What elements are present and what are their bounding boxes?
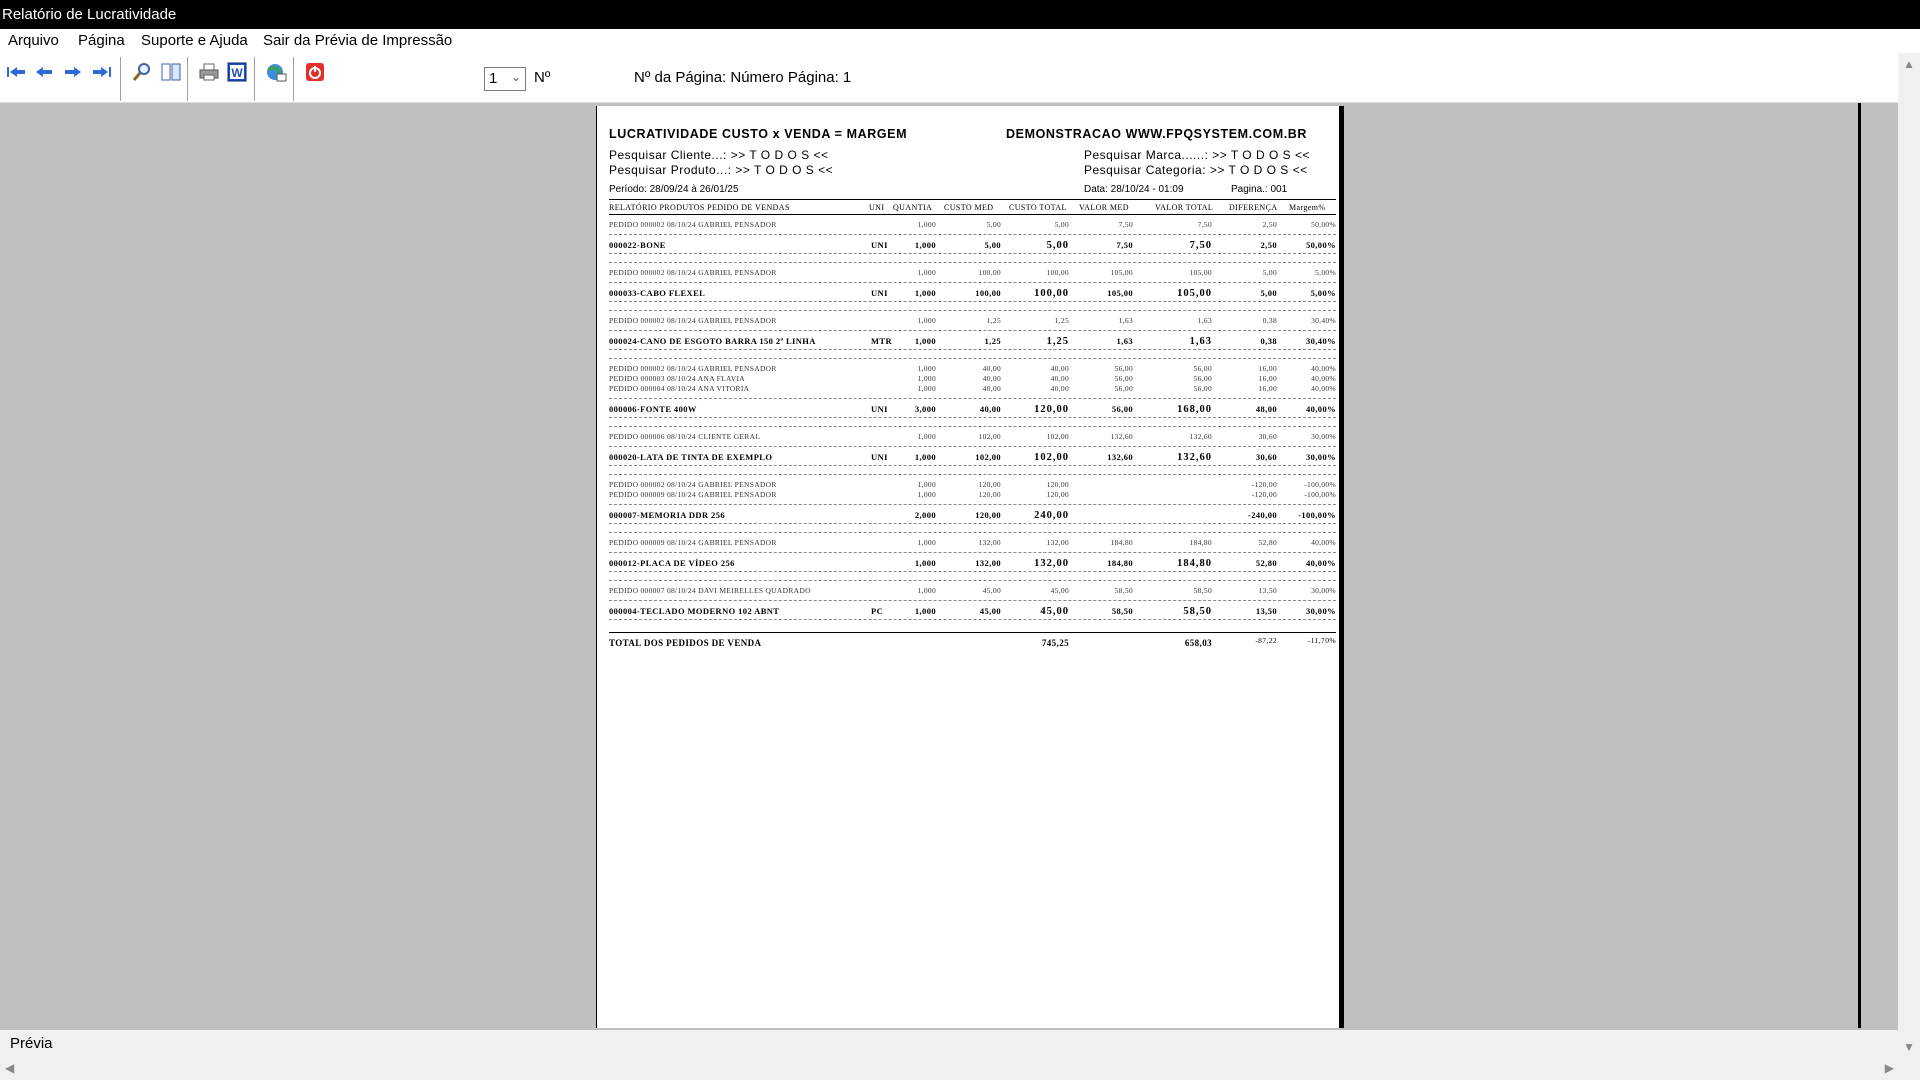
filter-cliente: Pesquisar Cliente...: >> T O D O S << [609,148,829,162]
column-header-valor-total: VALOR TOTAL [1155,203,1214,212]
cell-description: PEDIDO 000002 08/10/24 GABRIEL PENSADOR [609,316,777,325]
cell-difference: 0,38 [1262,316,1277,325]
cell-total-price: 56,00 [1193,374,1212,383]
total-row [609,638,1336,648]
row-separator [609,330,1336,331]
first-page-icon[interactable] [5,61,27,83]
filter-marca: Pesquisar Marca......: >> T O D O S << [1084,148,1310,162]
row-separator [609,580,1336,581]
cell-quantity: 1,000 [917,316,936,325]
report-date: Data: 28/10/24 - 01:09 [1084,184,1184,195]
cell-unit-cost: 45,00 [979,606,1001,616]
cell-total-price: 132,60 [1189,432,1212,441]
row-separator [609,398,1336,399]
cell-total-cost: 132,00 [1046,538,1069,547]
cell-margin: -100,00% [1304,480,1336,489]
cell-unit-cost: 5,00 [984,240,1001,250]
cell-quantity: 1,000 [917,586,936,595]
cell-margin: 50,00% [1311,220,1336,229]
product-row [609,510,1336,520]
window-title: Relatório de Lucratividade [2,6,177,23]
cell-unit: UNI [871,404,888,414]
next-page-icon[interactable] [62,61,84,83]
cell-quantity: 1,000 [917,364,936,373]
cell-quantity: 3,000 [914,404,936,414]
cell-description: 000004-TECLADO MODERNO 102 ABNT [609,606,780,616]
row-separator [609,523,1336,524]
previous-page-icon[interactable] [33,61,55,83]
cell-margin: -100,00% [1298,510,1336,520]
row-separator [609,532,1336,533]
cell-total-price: 168,00 [1177,404,1212,415]
zoom-icon[interactable] [131,61,153,83]
column-header-custo-med: CUSTO MED [944,203,994,212]
cell-total-cost: 5,00 [1054,220,1069,229]
cell-total-price: 7,50 [1197,220,1212,229]
page-number-value: 1 [489,70,498,87]
cell-description: PEDIDO 000002 08/10/24 GABRIEL PENSADOR [609,268,777,277]
filter-categoria: Pesquisar Categoria: >> T O D O S << [1084,163,1308,177]
cell-unit-price: 56,00 [1114,384,1133,393]
cell-difference: 52,80 [1255,558,1277,568]
last-page-icon[interactable] [91,61,113,83]
column-header-quantia: QUANTIA [893,203,933,212]
row-separator [609,301,1336,302]
menu-pagina[interactable]: Página [78,32,125,49]
cell-total-price: 56,00 [1193,364,1212,373]
column-header-uni: UNI [869,203,885,212]
cell-description: 000033-CABO FLEXEL [609,288,706,298]
cell-total-cost: 120,00 [1046,490,1069,499]
order-row [609,364,1336,374]
row-separator [609,619,1336,620]
product-row [609,558,1336,568]
report-site: DEMONSTRACAO WWW.FPQSYSTEM.COM.BR [1006,127,1308,141]
cell-difference: 5,00 [1262,268,1277,277]
cell-description: PEDIDO 000004 08/10/24 ANA VITORIA [609,384,750,393]
cell-unit: MTR [871,336,893,346]
cell-margin: 30,00% [1305,452,1336,462]
toolbar-separator [120,57,121,101]
report-page [596,106,1344,1028]
cell-unit-cost: 120,00 [978,490,1001,499]
order-row [609,220,1336,230]
total-margin: -11,70% [1307,636,1336,645]
row-separator [609,253,1336,254]
cell-unit-cost: 120,00 [978,480,1001,489]
cell-unit-cost: 45,00 [982,586,1001,595]
cell-unit: PC [871,606,884,616]
product-row [609,404,1336,414]
cell-total-price: 132,60 [1177,452,1212,463]
menu-bar [0,29,1920,53]
cell-difference: 5,00 [1260,288,1277,298]
cell-difference: 52,80 [1258,538,1277,547]
cell-total-cost: 240,00 [1034,510,1069,521]
svg-text:W: W [231,66,243,80]
cell-unit-price: 58,50 [1111,606,1133,616]
cell-unit-price: 105,00 [1107,288,1133,298]
row-separator [609,504,1336,505]
chevron-down-icon: ⌄ [510,70,521,84]
cell-difference: 2,50 [1262,220,1277,229]
cell-difference: -120,00 [1251,480,1277,489]
cell-unit-price: 7,50 [1116,240,1133,250]
cell-total-cost: 1,25 [1046,336,1069,347]
cell-difference: -120,00 [1251,490,1277,499]
cell-quantity: 1,000 [917,220,936,229]
cell-difference: 13,50 [1258,586,1277,595]
cell-unit-price: 184,80 [1107,558,1133,568]
scroll-down-icon[interactable]: ▼ [1903,1040,1915,1054]
order-row [609,268,1336,278]
product-row [609,606,1336,616]
cell-description: 000012-PLACA DE VÍDEO 256 [609,558,735,568]
cell-total-cost: 132,00 [1034,558,1069,569]
cell-unit-price: 56,00 [1111,404,1133,414]
cell-margin: 30,40% [1311,316,1336,325]
cell-difference: -240,00 [1247,510,1277,520]
preview-right-border [1858,103,1898,1028]
cell-description: PEDIDO 000002 08/10/24 GABRIEL PENSADOR [609,480,777,489]
scroll-right-icon[interactable]: ▶ [1884,1061,1894,1075]
cell-quantity: 1,000 [914,606,936,616]
order-row [609,374,1336,384]
menu-arquivo[interactable]: Arquivo [8,32,59,49]
status-text: Prévia [10,1035,53,1052]
cell-quantity: 1,000 [917,268,936,277]
row-separator [609,465,1336,466]
cell-unit-cost: 120,00 [975,510,1001,520]
cell-margin: 40,00% [1311,374,1336,383]
cell-total-price: 1,63 [1197,316,1212,325]
product-row [609,288,1336,298]
horizontal-scrollbar[interactable] [0,1058,1920,1080]
cell-total-cost: 120,00 [1034,404,1069,415]
cell-quantity: 1,000 [917,480,936,489]
row-separator [609,234,1336,235]
total-label: TOTAL DOS PEDIDOS DE VENDA [609,638,762,648]
column-header-margem: Margem% [1289,203,1326,212]
row-separator [609,310,1336,311]
cell-margin: 40,00% [1311,364,1336,373]
cell-unit-cost: 100,00 [975,288,1001,298]
row-separator [609,282,1336,283]
cell-quantity: 1,000 [914,288,936,298]
cell-total-cost: 102,00 [1034,452,1069,463]
cell-description: PEDIDO 000009 08/10/24 GABRIEL PENSADOR [609,538,777,547]
close-preview-icon[interactable] [304,61,326,83]
cell-margin: 30,00% [1311,432,1336,441]
filter-produto: Pesquisar Produto...: >> T O D O S << [609,163,834,177]
cell-unit-price: 105,00 [1110,268,1133,277]
cell-difference: 2,50 [1260,240,1277,250]
page-number-label: Nº [534,69,551,86]
cell-quantity: 1,000 [917,374,936,383]
cell-quantity: 1,000 [917,432,936,441]
cell-unit-cost: 132,00 [975,558,1001,568]
cell-total-cost: 5,00 [1046,240,1069,251]
cell-unit-cost: 40,00 [982,374,1001,383]
row-separator [609,358,1336,359]
cell-quantity: 1,000 [917,384,936,393]
scroll-left-icon[interactable]: ◀ [5,1061,15,1075]
cell-unit-price: 132,60 [1110,432,1133,441]
cell-unit-cost: 40,00 [979,404,1001,414]
total-price: 658,03 [1184,638,1212,648]
order-row [609,480,1336,490]
cell-difference: 0,38 [1260,336,1277,346]
cell-description: PEDIDO 000009 08/10/24 GABRIEL PENSADOR [609,490,777,499]
row-separator [609,600,1336,601]
cell-unit-price: 56,00 [1114,374,1133,383]
cell-total-cost: 45,00 [1050,586,1069,595]
column-header-valor-med: VALOR MED [1079,203,1129,212]
cell-description: 000020-LATA DE TINTA DE EXEMPLO [609,452,773,462]
row-separator [609,349,1336,350]
cell-total-price: 58,50 [1183,606,1212,617]
cell-description: PEDIDO 000006 08/10/24 CLIENTE GERAL [609,432,761,441]
header-rule [609,199,1336,200]
page-info-text: Nº da Página: Número Página: 1 [634,69,852,86]
row-separator [609,474,1336,475]
cell-unit-price: 56,00 [1114,364,1133,373]
cell-total-cost: 102,00 [1046,432,1069,441]
cell-difference: 48,00 [1255,404,1277,414]
cell-quantity: 1,000 [914,336,936,346]
cell-description: PEDIDO 000003 08/10/24 ANA FLAVIA [609,374,746,383]
cell-total-cost: 40,00 [1050,384,1069,393]
menu-suporte[interactable]: Suporte e Ajuda [141,32,248,49]
row-separator [609,417,1336,418]
cell-total-cost: 120,00 [1046,480,1069,489]
cell-margin: 50,00% [1305,240,1336,250]
report-period: Período: 28/09/24 à 26/01/25 [609,184,739,195]
cell-unit: UNI [871,240,888,250]
cell-unit: UNI [871,288,888,298]
product-row [609,336,1336,346]
cell-unit-cost: 102,00 [978,432,1001,441]
cell-unit-cost: 40,00 [982,364,1001,373]
status-bar [0,1030,1898,1058]
total-cost: 745,25 [1041,638,1069,648]
cell-margin: 40,00% [1311,538,1336,547]
cell-quantity: 2,000 [914,510,936,520]
cell-unit-cost: 1,25 [984,336,1001,346]
cell-total-cost: 100,00 [1046,268,1069,277]
cell-unit-price: 7,50 [1118,220,1133,229]
cell-margin: 5,00% [1315,268,1336,277]
cell-total-cost: 40,00 [1050,374,1069,383]
cell-total-price: 1,63 [1189,336,1212,347]
order-row [609,490,1336,500]
cell-margin: 40,00% [1311,384,1336,393]
cell-unit-price: 1,63 [1116,336,1133,346]
report-title: LUCRATIVIDADE CUSTO x VENDA = MARGEM [609,127,908,141]
cell-margin: 5,00% [1310,288,1336,298]
cell-total-price: 184,80 [1189,538,1212,547]
word-export-icon[interactable] [226,61,248,83]
row-separator [609,552,1336,553]
cell-total-price: 105,00 [1177,288,1212,299]
cell-description: PEDIDO 000007 08/10/24 DAVI MEIRELLES QUADRADO [609,586,811,595]
order-row [609,432,1336,442]
cell-difference: 30,60 [1255,452,1277,462]
order-row [609,586,1336,596]
cell-total-price: 7,50 [1189,240,1212,251]
cell-difference: 16,00 [1258,364,1277,373]
cell-margin: 30,00% [1311,586,1336,595]
cell-unit: UNI [871,452,888,462]
cell-unit-cost: 100,00 [978,268,1001,277]
cell-description: PEDIDO 000002 08/10/24 GABRIEL PENSADOR [609,220,777,229]
cell-description: PEDIDO 000002 08/10/24 GABRIEL PENSADOR [609,364,777,373]
column-header-diferenca: DIFERENÇA [1229,203,1278,212]
cell-total-cost: 100,00 [1034,288,1069,299]
cell-margin: 40,00% [1305,558,1336,568]
window-titlebar [0,0,1920,29]
cell-unit-cost: 5,00 [986,220,1001,229]
cell-quantity: 1,000 [914,452,936,462]
column-header-relatorio: RELATÓRIO PRODUTOS PEDIDO DE VENDAS [609,203,790,212]
row-separator [609,426,1336,427]
cell-unit-cost: 40,00 [982,384,1001,393]
cell-description: 000022-BONE [609,240,666,250]
cell-margin: 30,00% [1305,606,1336,616]
cell-difference: 16,00 [1258,384,1277,393]
scroll-up-icon[interactable]: ▲ [1903,57,1915,71]
page-number-select[interactable] [484,67,526,91]
cell-quantity: 1,000 [914,240,936,250]
cell-total-cost: 45,00 [1040,606,1069,617]
cell-total-price: 58,50 [1193,586,1212,595]
vertical-scrollbar[interactable] [1898,53,1920,1058]
toolbar-separator [254,57,255,101]
cell-difference: 16,00 [1258,374,1277,383]
total-rule [609,632,1336,633]
cell-quantity: 1,000 [914,558,936,568]
cell-total-cost: 40,00 [1050,364,1069,373]
cell-quantity: 1,000 [917,490,936,499]
cell-unit-price: 58,50 [1114,586,1133,595]
cell-unit-price: 1,63 [1118,316,1133,325]
order-row [609,316,1336,326]
cell-quantity: 1,000 [917,538,936,547]
header-rule [609,214,1336,215]
cell-margin: 40,00% [1305,404,1336,414]
product-row [609,452,1336,462]
cell-description: 000007-MEMORIA DDR 256 [609,510,725,520]
cell-total-price: 56,00 [1193,384,1212,393]
toolbar-separator [293,57,294,101]
cell-description: 000006-FONTE 400W [609,404,697,414]
cell-total-price: 105,00 [1189,268,1212,277]
cell-total-price: 184,80 [1177,558,1212,569]
cell-unit-cost: 1,25 [986,316,1001,325]
row-separator [609,262,1336,263]
cell-description: 000024-CANO DE ESGOTO BARRA 150 2ª LINHA [609,336,816,346]
cell-margin: -100,00% [1304,490,1336,499]
row-separator [609,446,1336,447]
toolbar [0,53,1898,103]
printer-icon[interactable] [198,61,220,83]
cell-difference: 13,50 [1255,606,1277,616]
cell-total-cost: 1,25 [1054,316,1069,325]
row-separator [609,571,1336,572]
cell-difference: 30,60 [1258,432,1277,441]
total-difference: -87,22 [1255,636,1277,645]
order-row [609,538,1336,548]
email-export-icon[interactable] [265,61,287,83]
order-row [609,384,1336,394]
column-header-custo-total: CUSTO TOTAL [1009,203,1067,212]
toolbar-separator [187,57,188,101]
two-pages-icon[interactable] [160,61,182,83]
cell-unit-cost: 132,00 [978,538,1001,547]
cell-unit-cost: 102,00 [975,452,1001,462]
cell-margin: 30,40% [1305,336,1336,346]
menu-sair[interactable]: Sair da Prévia de Impressão [263,32,453,49]
cell-unit-price: 132,60 [1107,452,1133,462]
preview-canvas[interactable] [0,103,1898,1028]
cell-unit-price: 184,80 [1110,538,1133,547]
report-page-number: Pagina.: 001 [1231,184,1288,195]
product-row [609,240,1336,250]
